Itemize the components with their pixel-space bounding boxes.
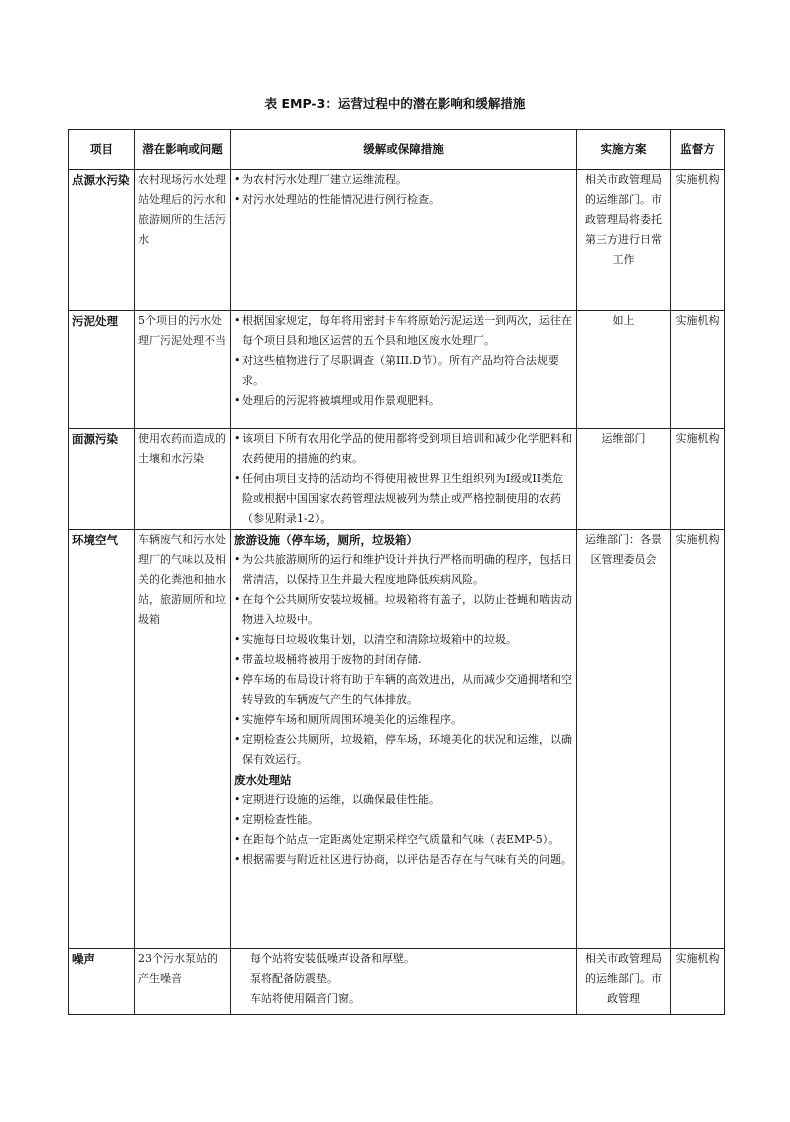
row-impact: 5个项目的污水处理厂污泥处理不当 <box>135 311 231 429</box>
row-supervisor: 实施机构 <box>671 170 725 311</box>
measure-item: 每个站将安装低噪声设备和厚壁。 <box>250 952 415 965</box>
measures-subheading: 旅游设施（停车场，厕所，垃圾箱） <box>234 533 418 547</box>
measure-item: 车站将使用隔音门窗。 <box>250 992 360 1005</box>
row-item: 面源污染 <box>69 429 135 530</box>
measure-item: • 定期检查性能。 <box>234 810 573 830</box>
measure-item: • 在距每个站点一定距离处定期采样空气质量和气味（表EMP-5）。 <box>234 830 573 850</box>
header-supervisor: 监督方 <box>671 130 725 170</box>
row-plan: 相关市政管理局的运维部门。市政管理 <box>577 949 671 1015</box>
measure-item: • 定期检查公共厕所，垃圾箱，停车场，环境美化的状况和运维，以确保有效运行。 <box>234 730 573 770</box>
table-header-row <box>69 130 725 170</box>
measure-item: • 对这些植物进行了尽职调查（第III.D节）。所有产品均符合法规要求。 <box>234 351 573 391</box>
measure-item: • 对污水处理站的性能情况进行例行检查。 <box>234 190 573 210</box>
row-supervisor: 实施机构 <box>671 530 725 949</box>
row-measures <box>231 311 577 429</box>
measure-item: • 根据国家规定，每年将用密封卡车将原始污泥运送一到两次，运往在每个项目县和地区运营的五个县和地区废水处理厂。 <box>234 311 573 351</box>
row-plan: 如上 <box>577 311 671 429</box>
header-item: 项目 <box>69 130 135 170</box>
row-plan: 运维部门 <box>577 429 671 530</box>
row-impact: 使用农药而造成的土壤和水污染 <box>135 429 231 530</box>
row-supervisor: 实施机构 <box>671 429 725 530</box>
measure-item: • 该项目下所有农用化学品的使用都将受到项目培训和减少化学肥料和农药使用的措施的约束。 <box>234 429 573 469</box>
table-row <box>69 949 725 1015</box>
row-plan: 相关市政管理局的运维部门。市政管理局将委托第三方进行日常工作 <box>577 170 671 311</box>
measure-item: • 实施每日垃圾收集计划，以清空和清除垃圾箱中的垃圾。 <box>234 630 573 650</box>
row-measures <box>231 170 577 311</box>
header-impact: 潜在影响或问题 <box>135 130 231 170</box>
row-item: 环境空气 <box>69 530 135 949</box>
table-row <box>69 170 725 311</box>
row-impact: 农村现场污水处理站处理后的污水和旅游厕所的生活污水 <box>135 170 231 311</box>
measure-item: • 任何由项目支持的活动均不得使用被世界卫生组织列为I级或II类危险或根据中国国家农药管理法规被列为禁止或严格控制使用的农药（参见附录1-2）。 <box>234 469 573 529</box>
measure-item: • 根据需要与附近社区进行协商，以评估是否存在与气味有关的问题。 <box>234 850 573 870</box>
table-title: 表 EMP-3：运营过程中的潜在影响和缓解措施 <box>264 96 526 111</box>
row-impact: 23个污水泵站的产生噪音 <box>135 949 231 1015</box>
measures-subheading: 废水处理站 <box>234 773 292 787</box>
row-item: 噪声 <box>69 949 135 1015</box>
table-row <box>69 311 725 429</box>
measure-item: 泵将配备防震垫。 <box>250 972 338 985</box>
row-measures <box>231 429 577 530</box>
row-impact: 车辆废气和污水处理厂的气味以及相关的化粪池和抽水站，旅游厕所和垃圾箱 <box>135 530 231 949</box>
emp-table <box>68 129 725 1015</box>
row-supervisor: 实施机构 <box>671 311 725 429</box>
row-measures <box>231 530 577 949</box>
row-supervisor: 实施机构 <box>671 949 725 1015</box>
measure-item: • 处理后的污泥将被填埋或用作景观肥料。 <box>234 391 573 411</box>
header-measures: 缓解或保障措施 <box>231 130 577 170</box>
row-plan: 运维部门：各景区管理委员会 <box>577 530 671 949</box>
row-item: 点源水污染 <box>69 170 135 311</box>
measure-item: • 停车场的布局设计将有助于车辆的高效进出，从而减少交通拥堵和空转导致的车辆废气产生的气体排放。 <box>234 670 573 710</box>
measure-item: • 带盖垃圾桶将被用于废物的封闭存储. <box>234 650 573 670</box>
table-row <box>69 429 725 530</box>
measure-item: • 在每个公共厕所安装垃圾桶。垃圾箱将有盖子，以防止苍蝇和啮齿动物进入垃圾中。 <box>234 590 573 630</box>
measure-item: • 为公共旅游厕所的运行和维护设计并执行严格而明确的程序，包括日常清洁，以保持卫生并最大程度地降低疾病风险。 <box>234 550 573 590</box>
measure-item: • 实施停车场和厕所周围环境美化的运维程序。 <box>234 710 573 730</box>
row-measures <box>231 949 577 1015</box>
row-item: 污泥处理 <box>69 311 135 429</box>
measure-item: • 为农村污水处理厂建立运维流程。 <box>234 170 573 190</box>
header-plan: 实施方案 <box>577 130 671 170</box>
measure-item: • 定期进行设施的运维，以确保最佳性能。 <box>234 790 573 810</box>
table-row <box>69 530 725 949</box>
